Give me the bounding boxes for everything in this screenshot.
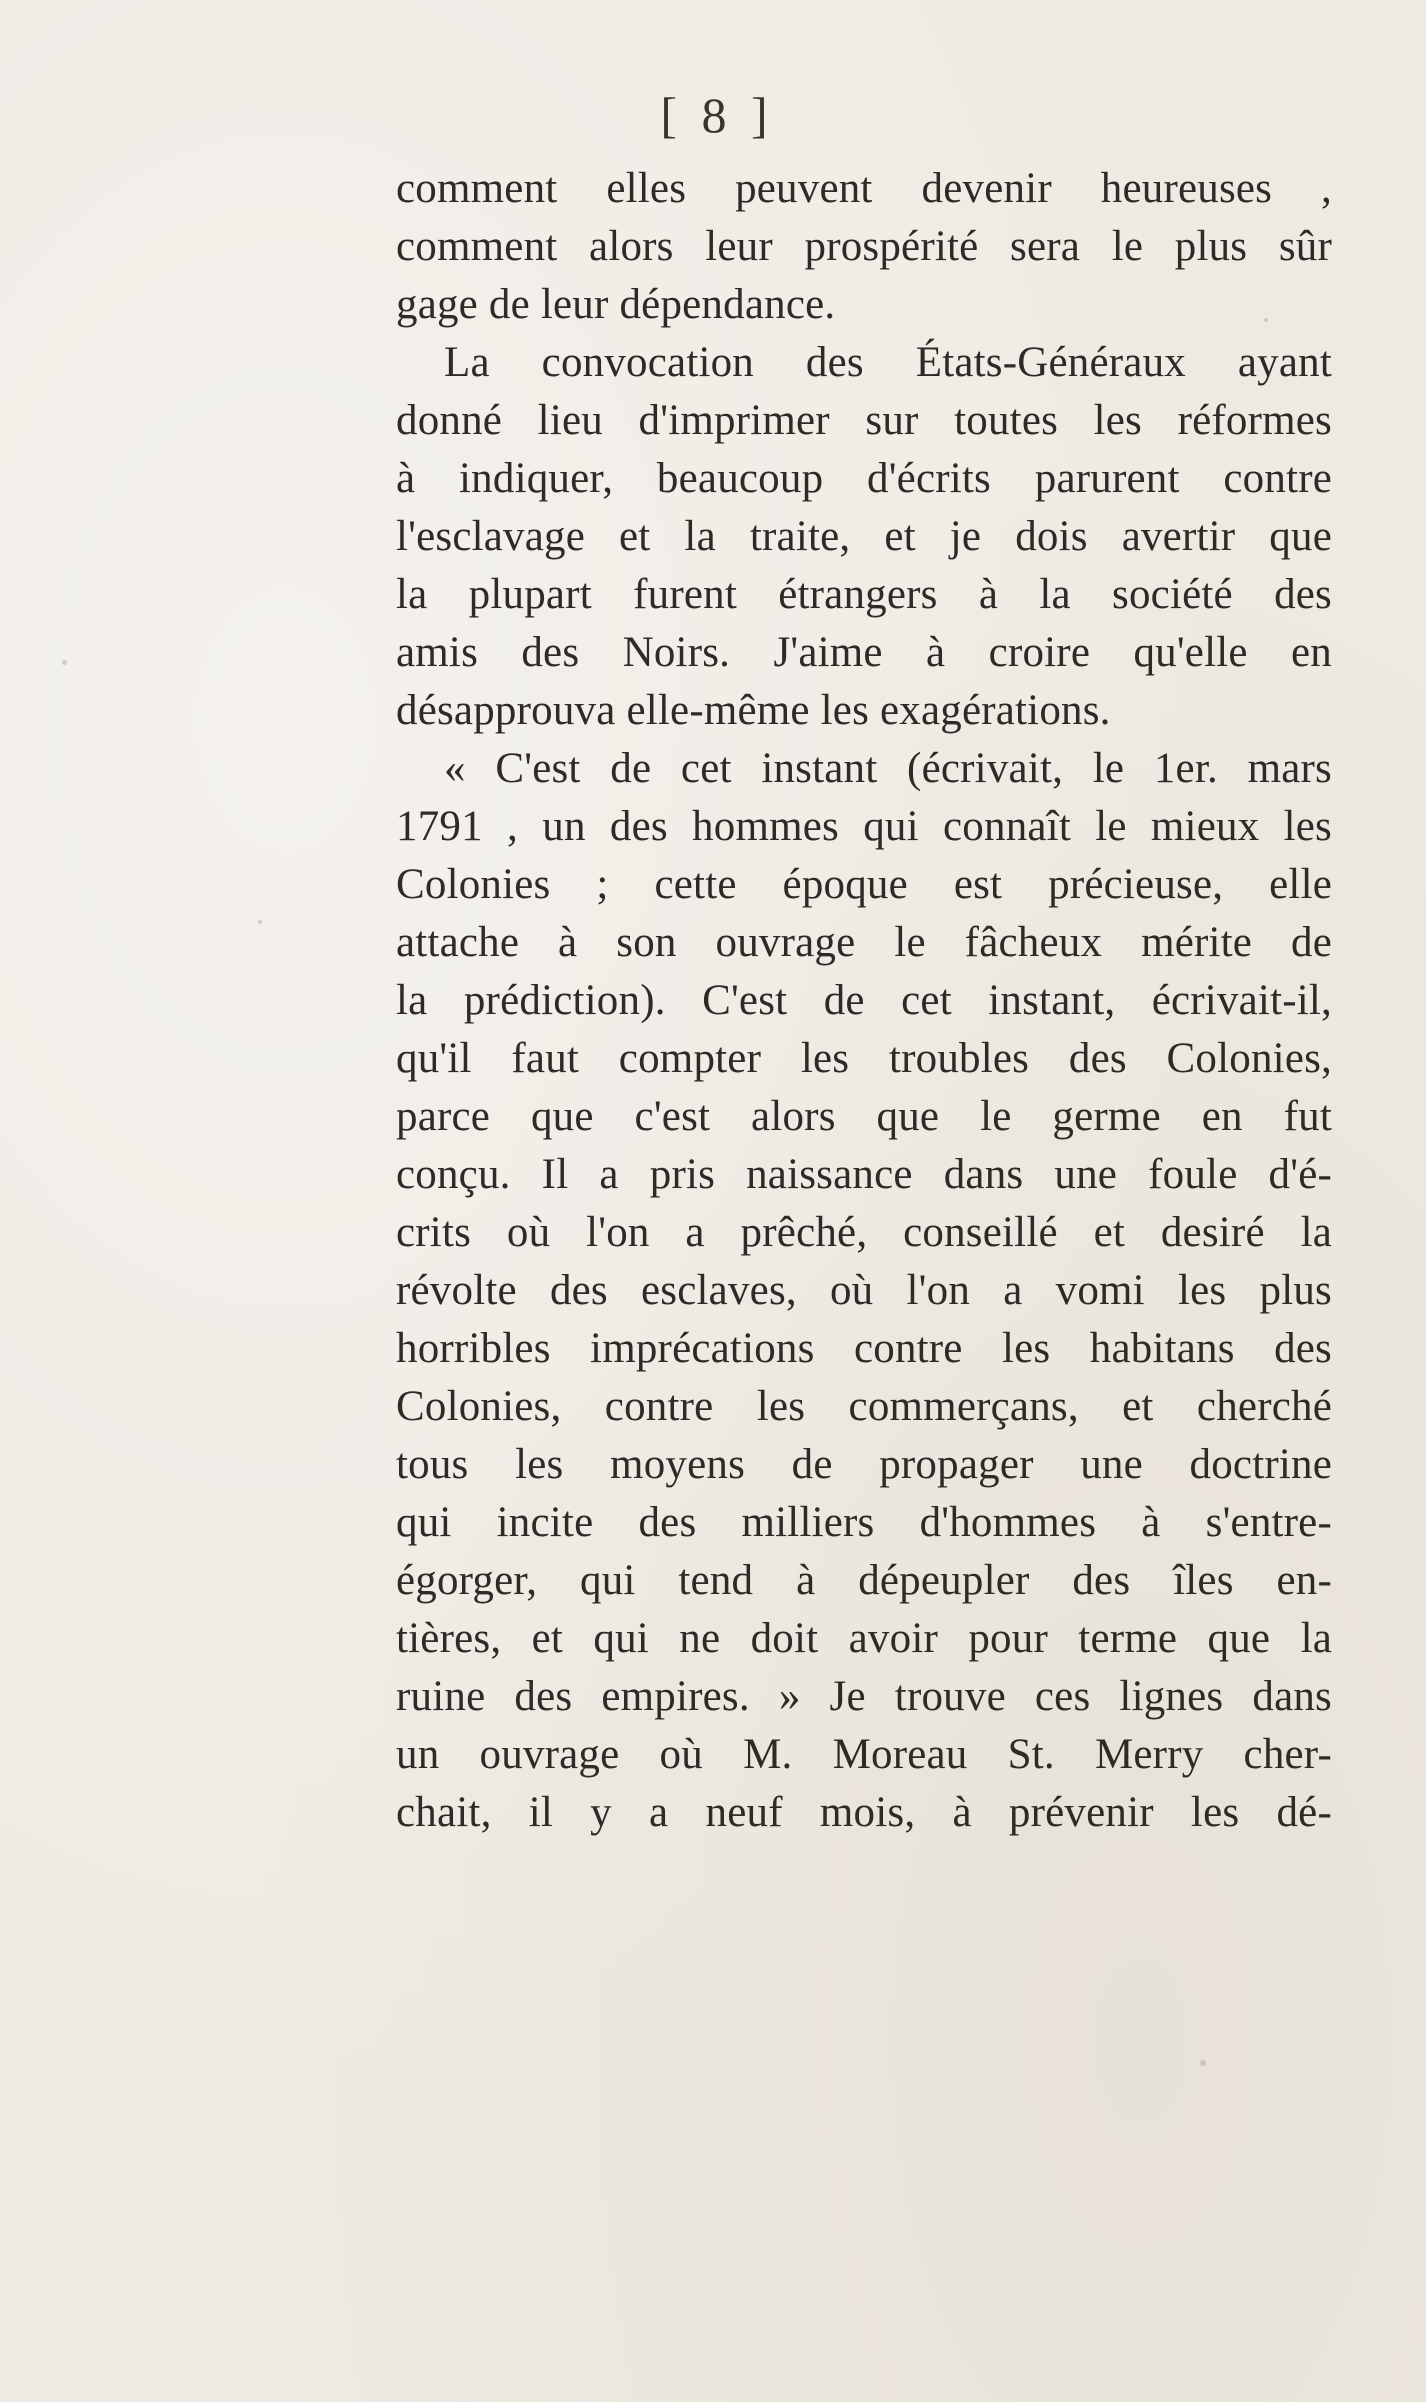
text-line: horribles imprécations contre les habitans des: [396, 1325, 1332, 1372]
body-text: [396, 160, 1332, 1842]
text-line: chait, il y a neuf mois, à prévenir les dé-: [396, 1789, 1332, 1836]
text-line: crits où l'on a prêché, conseillé et desiré la: [396, 1209, 1332, 1256]
text-line: 1791 , un des hommes qui connaît le mieux les: [396, 803, 1332, 850]
text-line: La convocation des États-Généraux ayant: [444, 339, 1332, 386]
text-line: ruine des empires. » Je trouve ces lignes dans: [396, 1673, 1332, 1720]
text-line: l'esclavage et la traite, et je dois avertir que: [396, 513, 1332, 560]
text-line: amis des Noirs. J'aime à croire qu'elle en: [396, 629, 1332, 676]
text-line: la prédiction). C'est de cet instant, écrivait-il,: [396, 977, 1332, 1024]
paper-speck: [62, 660, 67, 665]
text-line: tières, et qui ne doit avoir pour terme que la: [396, 1615, 1332, 1662]
text-line: égorger, qui tend à dépeupler des îles en-: [396, 1557, 1332, 1604]
text-line: qui incite des milliers d'hommes à s'entre-: [396, 1499, 1332, 1546]
text-line: donné lieu d'imprimer sur toutes les réformes: [396, 397, 1332, 444]
text-line: parce que c'est alors que le germe en fut: [396, 1093, 1332, 1140]
text-line: comment elles peuvent devenir heureuses ,: [396, 165, 1332, 212]
text-line: Colonies ; cette époque est précieuse, elle: [396, 861, 1332, 908]
text-line: gage de leur dépendance.: [396, 281, 836, 328]
text-line: « C'est de cet instant (écrivait, le 1er. mars: [444, 745, 1332, 792]
text-line: qu'il faut compter les troubles des Colonies,: [396, 1035, 1332, 1082]
page-number: [ 8 ]: [660, 87, 774, 143]
paper-speck: [1200, 2060, 1206, 2066]
text-line: un ouvrage où M. Moreau St. Merry cher-: [396, 1731, 1332, 1778]
text-line: révolte des esclaves, où l'on a vomi les plus: [396, 1267, 1332, 1314]
text-line: la plupart furent étrangers à la société des: [396, 571, 1332, 618]
text-line: attache à son ouvrage le fâcheux mérite de: [396, 919, 1332, 966]
paper-speck: [258, 920, 262, 924]
text-line: désapprouva elle-même les exagérations.: [396, 687, 1111, 734]
text-line: Colonies, contre les commerçans, et cherché: [396, 1383, 1332, 1430]
text-line: à indiquer, beaucoup d'écrits parurent contre: [396, 455, 1332, 502]
text-line: conçu. Il a pris naissance dans une foule d'é-: [396, 1151, 1332, 1198]
text-line: tous les moyens de propager une doctrine: [396, 1441, 1332, 1488]
text-line: comment alors leur prospérité sera le plus sûr: [396, 223, 1332, 270]
